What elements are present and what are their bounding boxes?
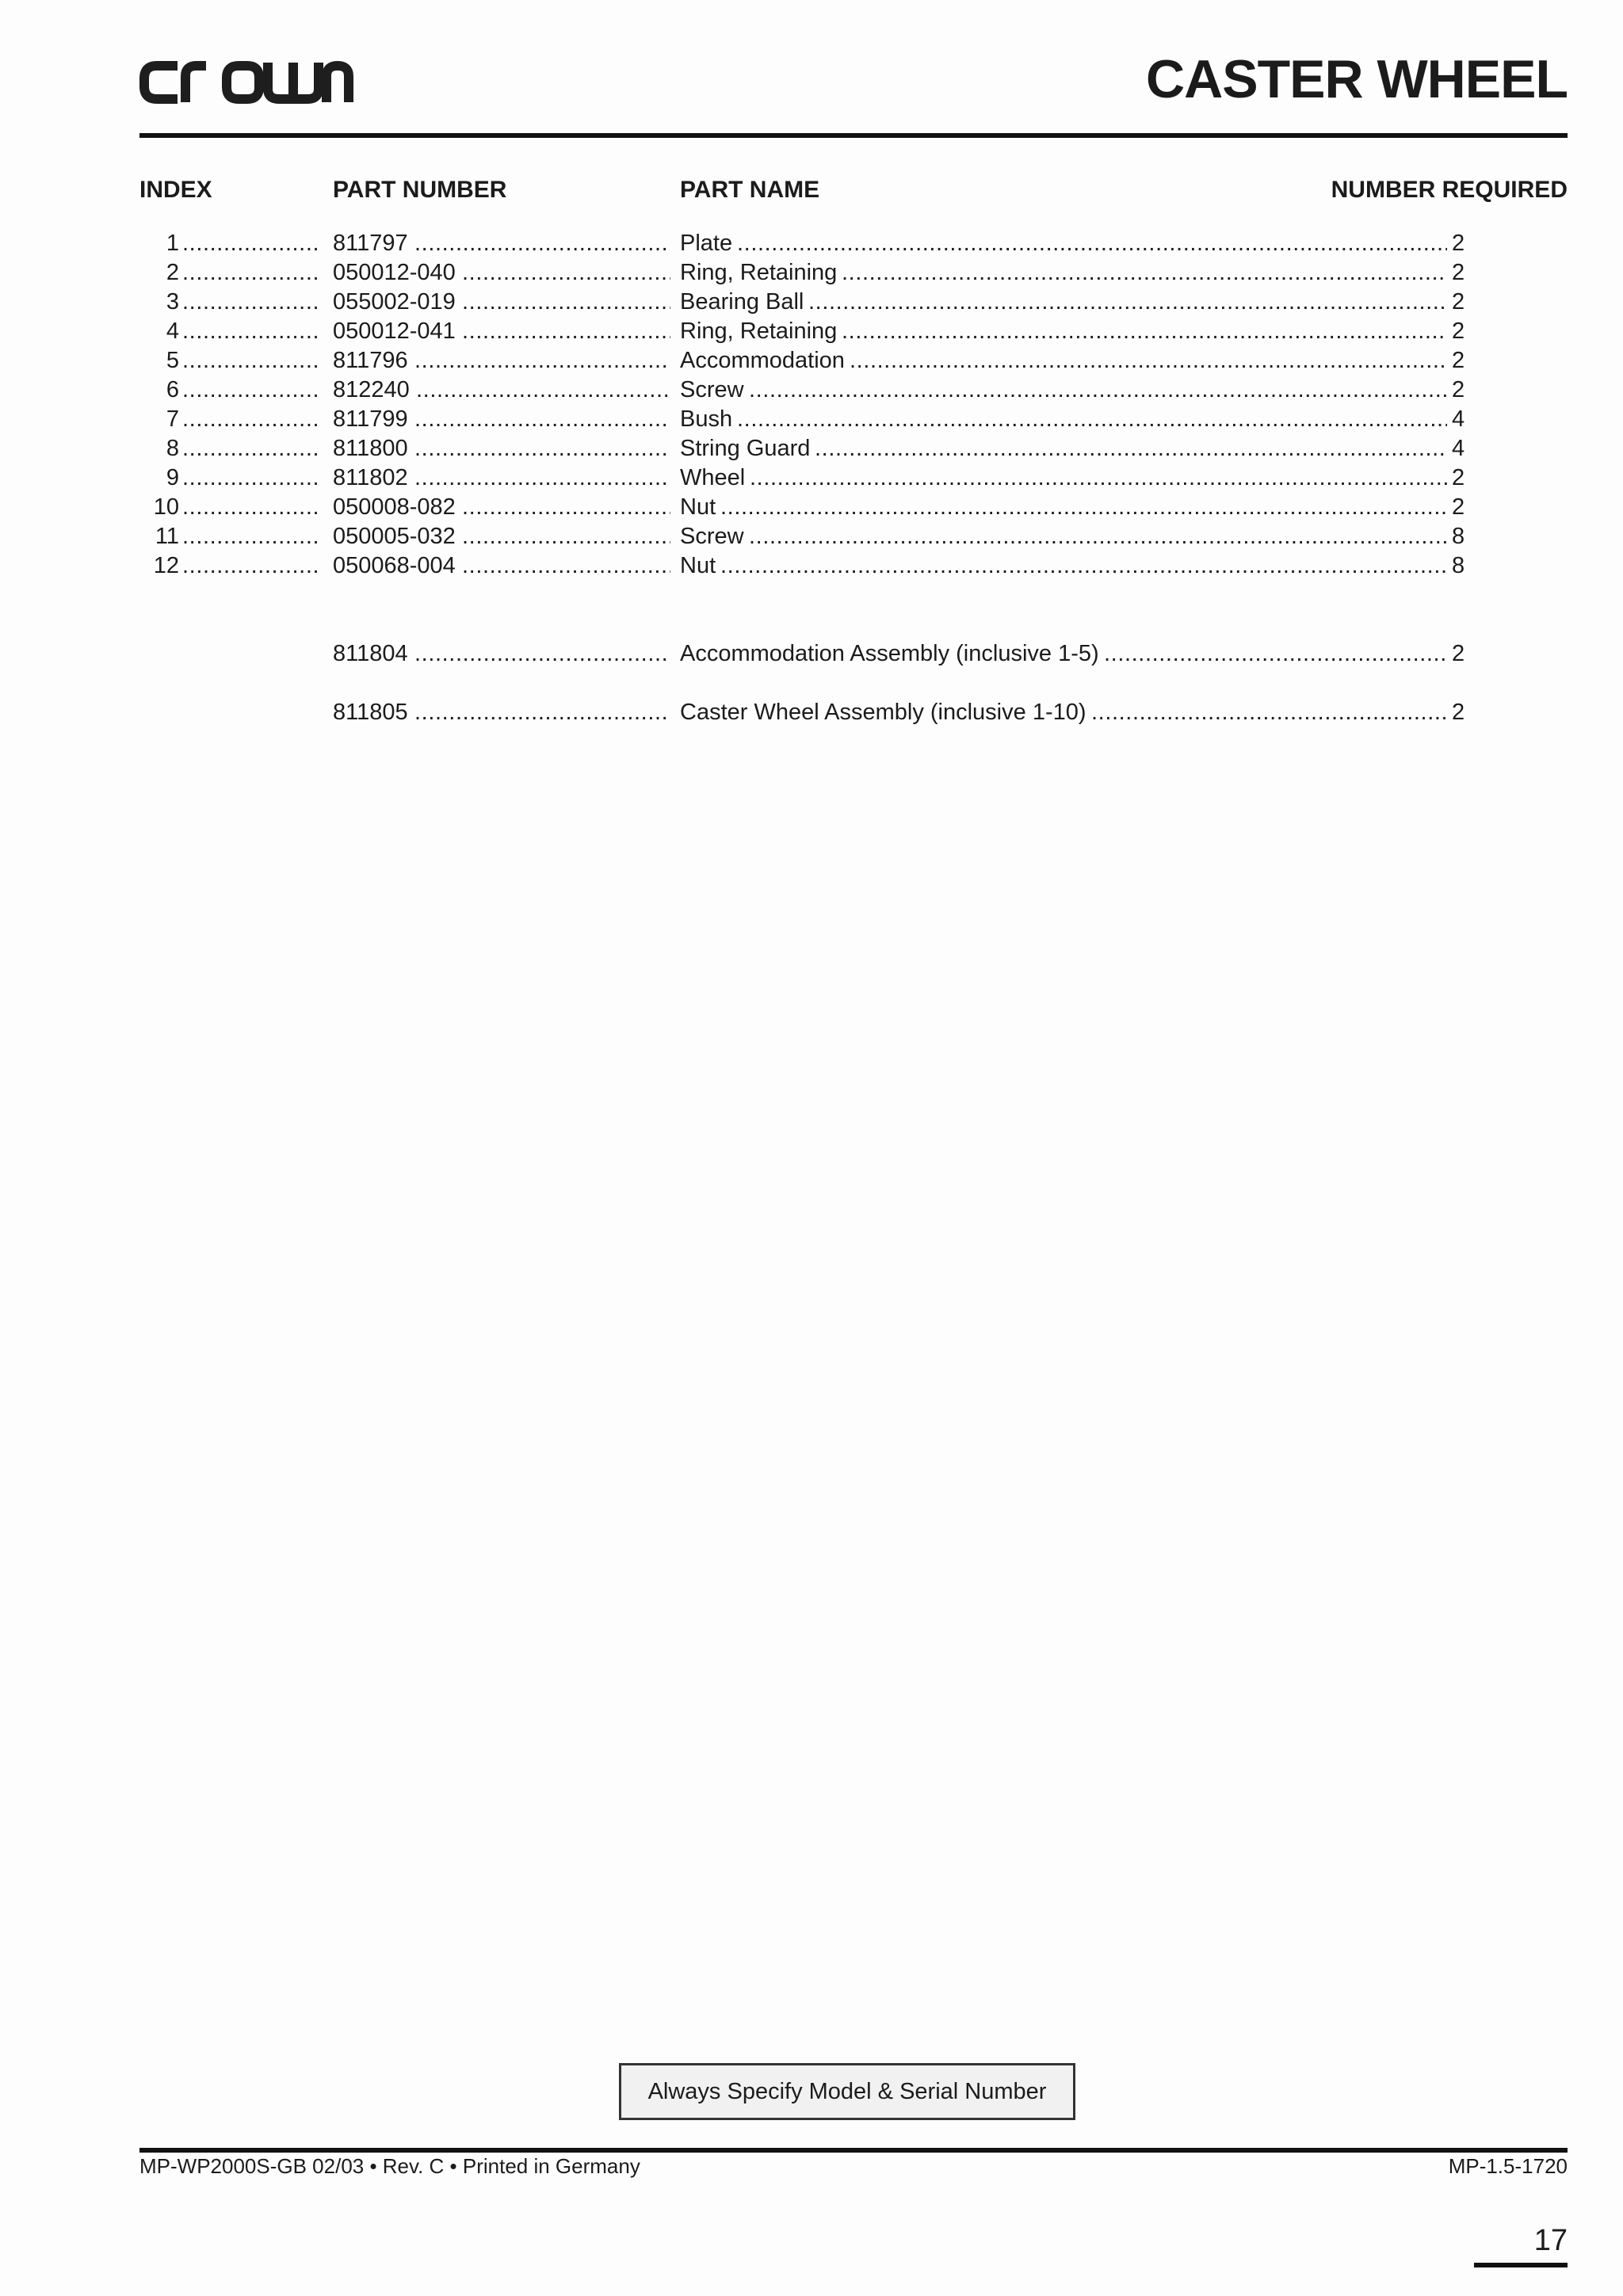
dot-leader bbox=[414, 229, 670, 258]
parts-list bbox=[0, 229, 1623, 727]
part-row bbox=[0, 346, 1623, 376]
part-index: 2 bbox=[166, 260, 179, 285]
page-title: CASTER WHEEL bbox=[1146, 49, 1568, 109]
dot-leader bbox=[414, 639, 670, 669]
assembly-part-number: 811804 bbox=[333, 641, 408, 666]
part-number: 811797 bbox=[333, 231, 408, 256]
part-quantity: 4 bbox=[1452, 406, 1465, 432]
page-number: 17 bbox=[1533, 2224, 1568, 2257]
part-index: 12 bbox=[153, 553, 179, 578]
part-index: 1 bbox=[166, 231, 179, 256]
part-row bbox=[0, 405, 1623, 434]
dot-leader bbox=[182, 493, 321, 522]
dot-leader bbox=[462, 522, 670, 551]
part-index: 9 bbox=[166, 465, 179, 490]
part-row bbox=[0, 522, 1623, 551]
dot-leader bbox=[750, 463, 1447, 493]
crown-logo bbox=[139, 59, 358, 106]
dot-leader bbox=[182, 434, 321, 463]
dot-leader bbox=[182, 463, 321, 493]
assembly-quantity: 2 bbox=[1452, 700, 1465, 725]
dot-leader bbox=[737, 405, 1447, 434]
dot-leader bbox=[182, 288, 321, 317]
part-index: 11 bbox=[155, 524, 179, 549]
part-name: Wheel bbox=[680, 465, 746, 490]
part-number: 050012-040 bbox=[333, 260, 456, 285]
dot-leader bbox=[182, 551, 321, 581]
part-number: 811802 bbox=[333, 465, 408, 490]
dot-leader bbox=[182, 258, 321, 288]
part-number: 812240 bbox=[333, 377, 410, 402]
part-quantity: 2 bbox=[1452, 260, 1465, 285]
dot-leader bbox=[414, 434, 670, 463]
part-number: 811799 bbox=[333, 406, 408, 432]
dot-leader bbox=[462, 288, 670, 317]
part-quantity: 4 bbox=[1452, 436, 1465, 461]
part-index: 10 bbox=[153, 494, 179, 520]
dot-leader bbox=[182, 346, 321, 376]
column-header-part-name: PART NAME bbox=[680, 177, 820, 203]
part-index: 7 bbox=[166, 406, 179, 432]
part-index: 6 bbox=[166, 377, 179, 402]
part-name: Plate bbox=[680, 231, 733, 256]
part-quantity: 2 bbox=[1452, 465, 1465, 490]
part-quantity: 8 bbox=[1452, 553, 1465, 578]
page-number-rule bbox=[1474, 2263, 1568, 2267]
dot-leader bbox=[462, 551, 670, 581]
part-index: 5 bbox=[166, 348, 179, 373]
part-number: 050068-004 bbox=[333, 553, 456, 578]
part-name: Screw bbox=[680, 377, 744, 402]
dot-leader bbox=[1104, 639, 1447, 669]
dot-leader bbox=[808, 288, 1447, 317]
part-row bbox=[0, 258, 1623, 288]
assembly-quantity: 2 bbox=[1452, 641, 1465, 666]
part-quantity: 2 bbox=[1452, 318, 1465, 344]
part-number: 811800 bbox=[333, 436, 408, 461]
column-header-number-required: NUMBER REQUIRED bbox=[1331, 177, 1568, 203]
dot-leader bbox=[462, 493, 670, 522]
part-number: 050005-032 bbox=[333, 524, 456, 549]
crown-logo-icon bbox=[139, 59, 358, 106]
dot-leader bbox=[462, 258, 670, 288]
part-name: Nut bbox=[680, 553, 716, 578]
dot-leader bbox=[737, 229, 1447, 258]
part-row bbox=[0, 229, 1623, 258]
footer-document-id: MP-WP2000S-GB 02/03 • Rev. C • Printed in Germany bbox=[139, 2154, 640, 2178]
assembly-part-number: 811805 bbox=[333, 700, 408, 725]
dot-leader bbox=[749, 522, 1447, 551]
part-name: Ring, Retaining bbox=[680, 260, 838, 285]
part-name: String Guard bbox=[680, 436, 811, 461]
part-row bbox=[0, 551, 1623, 581]
dot-leader bbox=[720, 551, 1447, 581]
part-name: Ring, Retaining bbox=[680, 318, 838, 344]
part-name: Nut bbox=[680, 494, 716, 520]
notice-box: Always Specify Model & Serial Number bbox=[619, 2063, 1075, 2120]
footer-rule bbox=[139, 2148, 1568, 2153]
dot-leader bbox=[850, 346, 1447, 376]
part-name: Screw bbox=[680, 524, 744, 549]
dot-leader bbox=[842, 317, 1447, 346]
header-rule bbox=[139, 133, 1568, 138]
dot-leader bbox=[182, 522, 321, 551]
part-row bbox=[0, 463, 1623, 493]
dot-leader bbox=[815, 434, 1447, 463]
part-index: 8 bbox=[166, 436, 179, 461]
part-quantity: 2 bbox=[1452, 348, 1465, 373]
part-row bbox=[0, 376, 1623, 405]
part-quantity: 2 bbox=[1452, 231, 1465, 256]
part-number: 811796 bbox=[333, 348, 408, 373]
part-name: Bush bbox=[680, 406, 733, 432]
dot-leader bbox=[182, 405, 321, 434]
dot-leader bbox=[182, 317, 321, 346]
dot-leader bbox=[1091, 698, 1447, 727]
part-quantity: 2 bbox=[1452, 377, 1465, 402]
column-header-part-number: PART NUMBER bbox=[333, 177, 507, 203]
part-row bbox=[0, 317, 1623, 346]
dot-leader bbox=[842, 258, 1447, 288]
footer-section-code: MP-1.5-1720 bbox=[1448, 2154, 1568, 2178]
part-quantity: 2 bbox=[1452, 289, 1465, 315]
assembly-row bbox=[0, 639, 1623, 669]
dot-leader bbox=[414, 405, 670, 434]
dot-leader bbox=[462, 317, 670, 346]
part-index: 4 bbox=[166, 318, 179, 344]
part-number: 050008-082 bbox=[333, 494, 456, 520]
part-number: 055002-019 bbox=[333, 289, 456, 315]
column-header-index: INDEX bbox=[139, 177, 212, 203]
part-index: 3 bbox=[166, 289, 179, 315]
dot-leader bbox=[416, 376, 670, 405]
dot-leader bbox=[182, 229, 321, 258]
dot-leader bbox=[414, 463, 670, 493]
part-quantity: 8 bbox=[1452, 524, 1465, 549]
dot-leader bbox=[414, 698, 670, 727]
part-name: Bearing Ball bbox=[680, 289, 804, 315]
part-row bbox=[0, 288, 1623, 317]
dot-leader bbox=[749, 376, 1447, 405]
assembly-row bbox=[0, 698, 1623, 727]
dot-leader bbox=[182, 376, 321, 405]
part-number: 050012-041 bbox=[333, 318, 456, 344]
dot-leader bbox=[414, 346, 670, 376]
assembly-part-name: Caster Wheel Assembly (inclusive 1-10) bbox=[680, 700, 1086, 725]
part-row bbox=[0, 434, 1623, 463]
assembly-part-name: Accommodation Assembly (inclusive 1-5) bbox=[680, 641, 1099, 666]
part-quantity: 2 bbox=[1452, 494, 1465, 520]
dot-leader bbox=[720, 493, 1447, 522]
part-row bbox=[0, 493, 1623, 522]
part-name: Accommodation bbox=[680, 348, 845, 373]
